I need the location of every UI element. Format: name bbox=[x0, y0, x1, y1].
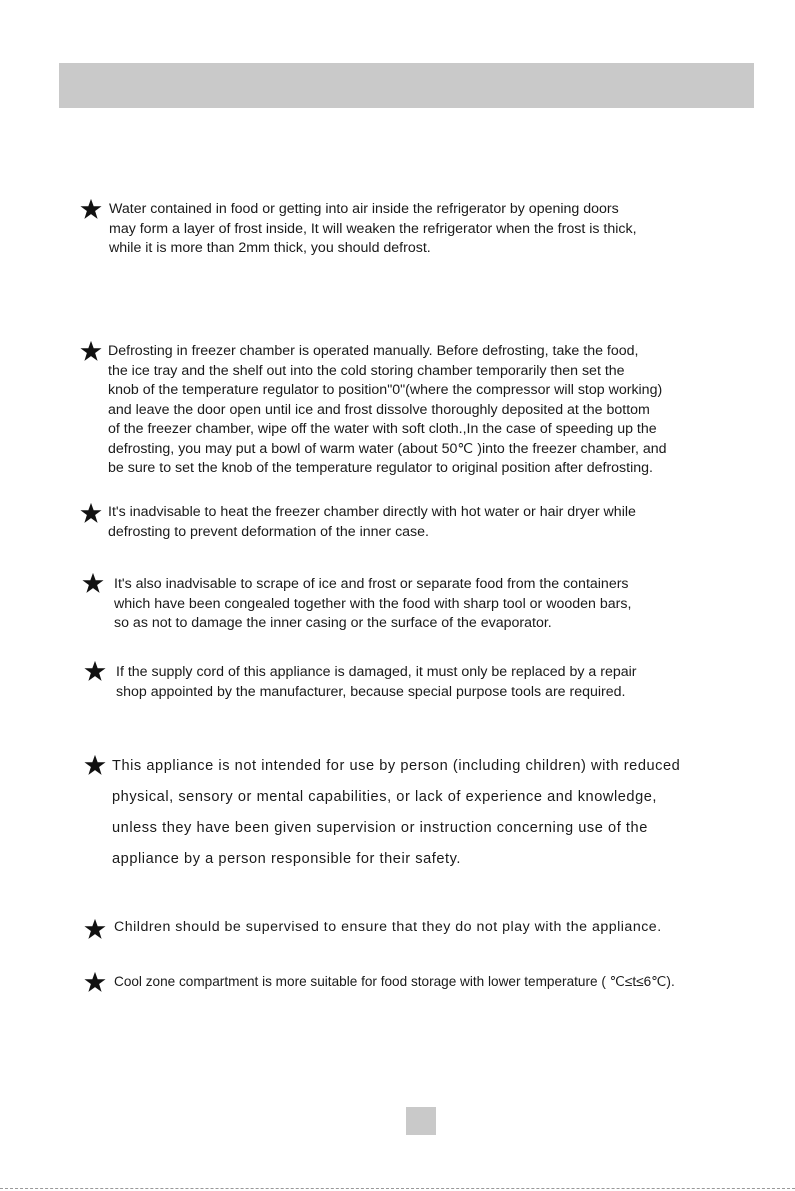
star-bullet-icon bbox=[82, 572, 104, 594]
paragraph-cool-zone bbox=[114, 972, 675, 992]
paragraph-frost-formation bbox=[109, 200, 637, 259]
text-line: defrosting to prevent deformation of the inner case. bbox=[108, 523, 429, 540]
text-line: physical, sensory or mental capabilities, or lack of experience and knowledge, bbox=[112, 789, 658, 805]
text-line: This appliance is not intended for use by person (including children) with reduced bbox=[112, 758, 681, 774]
text-line: of the freezer chamber, wipe off the water with soft cloth.,In the case of speeding up the bbox=[108, 421, 657, 437]
star-bullet-icon bbox=[84, 971, 106, 993]
text-line: It's inadvisable to heat the freezer chamber directly with hot water or hair dryer while bbox=[108, 504, 636, 520]
text-line: appliance by a person responsible for their safety. bbox=[112, 851, 462, 867]
text-line: Water contained in food or getting into air inside the refrigerator by opening doors bbox=[109, 201, 619, 217]
text-line: defrosting, you may put a bowl of warm water (about 50℃ )into the freezer chamber, and bbox=[108, 440, 667, 457]
text-line: so as not to damage the inner casing or the surface of the evaporator. bbox=[114, 615, 552, 631]
text-line: If the supply cord of this appliance is damaged, it must only be replaced by a repair bbox=[116, 664, 637, 680]
star-bullet-icon bbox=[80, 340, 102, 362]
text-line: It's also inadvisable to scrape of ice and frost or separate food from the containers bbox=[114, 576, 629, 592]
star-bullet-icon bbox=[80, 198, 102, 220]
text-line: which have been congealed together with the food with sharp tool or wooden bars, bbox=[114, 595, 632, 612]
text-line: while it is more than 2mm thick, you should defrost. bbox=[109, 240, 431, 256]
text-line: unless they have been given supervision or instruction concerning use of the bbox=[112, 820, 648, 836]
star-bullet-icon bbox=[80, 502, 102, 524]
page-number-box bbox=[406, 1107, 436, 1135]
text-line: shop appointed by the manufacturer, because special purpose tools are required. bbox=[116, 683, 626, 700]
text-line: the ice tray and the shelf out into the cold storing chamber temporarily then set the bbox=[108, 362, 625, 379]
star-bullet-icon bbox=[84, 660, 106, 682]
paragraph-scraping-warning bbox=[114, 575, 631, 634]
text-line: be sure to set the knob of the temperature regulator to original position after defrosting. bbox=[108, 460, 653, 476]
text-line: Defrosting in freezer chamber is operated manually. Before defrosting, take the food, bbox=[108, 343, 639, 359]
text-line: and leave the door open until ice and frost dissolve thoroughly deposited at the bottom bbox=[108, 401, 650, 418]
star-bullet-icon bbox=[84, 754, 106, 776]
text-line: Children should be supervised to ensure that they do not play with the appliance. bbox=[114, 919, 662, 935]
paragraph-defrosting-procedure bbox=[108, 342, 667, 479]
paragraph-intended-use bbox=[112, 751, 680, 875]
paragraph-children-supervision bbox=[114, 918, 662, 938]
text-line: may form a layer of frost inside, It will weaken the refrigerator when the frost is thick, bbox=[109, 220, 637, 237]
text-line: Cool zone compartment is more suitable for food storage with lower temperature ( ℃≤t≤6℃). bbox=[114, 974, 675, 989]
page-edge-divider bbox=[0, 1188, 795, 1189]
paragraph-heating-warning bbox=[108, 503, 636, 542]
text-line: knob of the temperature regulator to position"0"(where the compressor will stop working) bbox=[108, 382, 663, 398]
paragraph-supply-cord bbox=[116, 663, 637, 702]
section-header-bar bbox=[59, 63, 754, 108]
star-bullet-icon bbox=[84, 918, 106, 940]
